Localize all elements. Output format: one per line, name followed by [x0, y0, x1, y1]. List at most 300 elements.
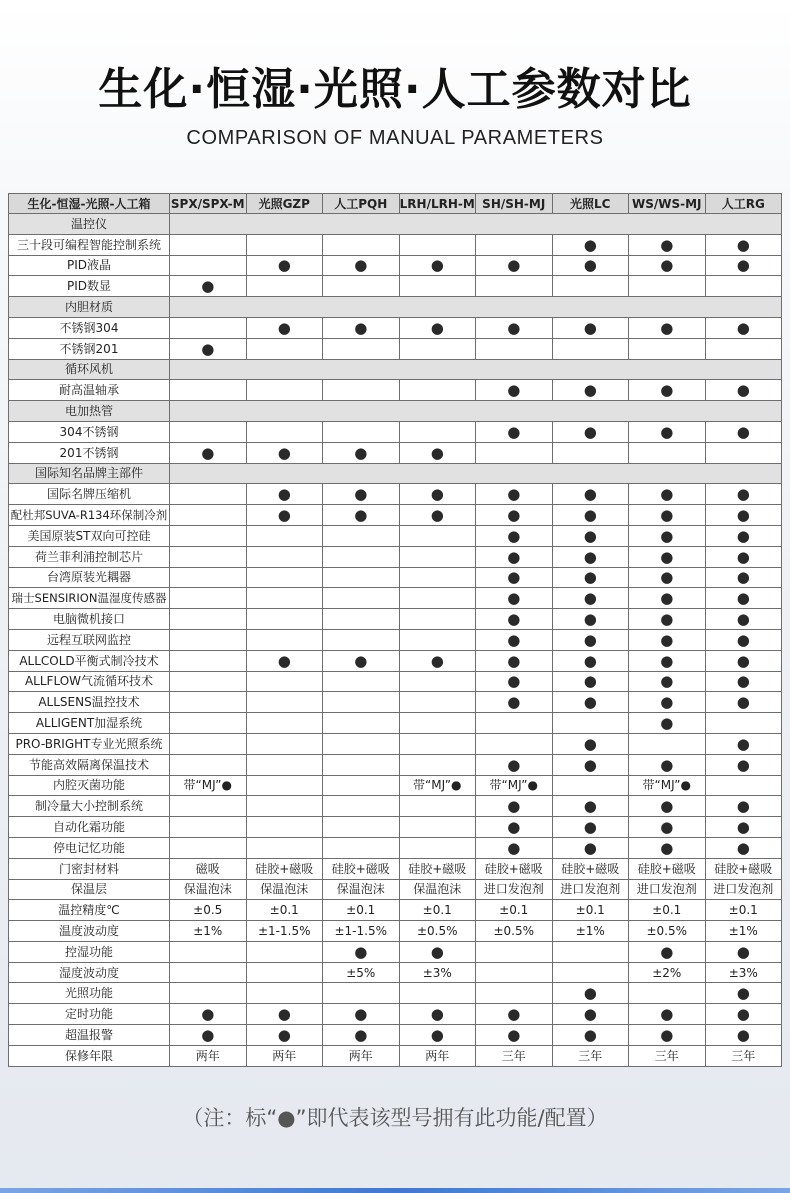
table-cell [629, 276, 706, 297]
feature-dot: ● [552, 754, 629, 775]
table-cell: 磁吸 [170, 858, 247, 879]
column-header: 光照GZP [246, 194, 323, 214]
table-cell [246, 941, 323, 962]
table-row [9, 775, 782, 796]
table-cell [705, 713, 782, 734]
table-cell [476, 941, 553, 962]
table-cell [705, 775, 782, 796]
table-cell [476, 442, 553, 463]
feature-dot: ● [629, 692, 706, 713]
table-cell [170, 629, 247, 650]
table-cell [170, 609, 247, 630]
feature-dot: ● [476, 754, 553, 775]
section-fill [170, 214, 782, 235]
table-cell [476, 276, 553, 297]
table-cell: ±0.5% [476, 921, 553, 942]
table-cell: ±0.1 [476, 900, 553, 921]
table-cell [399, 234, 476, 255]
table-row [9, 1045, 782, 1066]
table-row [9, 317, 782, 338]
table-cell [170, 317, 247, 338]
feature-dot: ● [629, 525, 706, 546]
feature-dot: ● [476, 837, 553, 858]
feature-dot: ● [705, 546, 782, 567]
table-row [9, 380, 782, 401]
table-cell [246, 733, 323, 754]
feature-dot: ● [399, 442, 476, 463]
table-cell [246, 421, 323, 442]
feature-dot: ● [476, 484, 553, 505]
feature-dot: ● [552, 546, 629, 567]
table-cell [476, 962, 553, 983]
table-cell: ±0.1 [705, 900, 782, 921]
table-cell [399, 796, 476, 817]
feature-dot: ● [629, 609, 706, 630]
table-cell: 保温泡沫 [323, 879, 400, 900]
feature-dot: ● [629, 588, 706, 609]
table-cell [552, 713, 629, 734]
table-cell: ±0.1 [323, 900, 400, 921]
table-cell [399, 421, 476, 442]
feature-dot: ● [399, 505, 476, 526]
table-cell [170, 567, 247, 588]
feature-dot: ● [476, 546, 553, 567]
table-row [9, 484, 782, 505]
feature-dot: ● [629, 650, 706, 671]
table-cell [246, 713, 323, 734]
row-label: 定时功能 [9, 1004, 170, 1025]
table-cell [323, 692, 400, 713]
section-fill [170, 463, 782, 484]
feature-dot: ● [629, 837, 706, 858]
table-row [9, 546, 782, 567]
feature-dot: ● [399, 1025, 476, 1046]
feature-dot: ● [705, 525, 782, 546]
table-cell [170, 234, 247, 255]
feature-dot: ● [705, 733, 782, 754]
feature-dot: ● [323, 650, 400, 671]
table-cell [170, 692, 247, 713]
feature-dot: ● [399, 484, 476, 505]
table-cell [246, 609, 323, 630]
table-cell: 进口发泡剂 [552, 879, 629, 900]
table-cell [170, 525, 247, 546]
table-cell: 两年 [170, 1045, 247, 1066]
table-cell [552, 442, 629, 463]
feature-dot: ● [552, 588, 629, 609]
table-cell [323, 796, 400, 817]
table-cell [399, 588, 476, 609]
table-cell: ±3% [705, 962, 782, 983]
table-cell: ±1% [552, 921, 629, 942]
feature-dot: ● [629, 754, 706, 775]
table-cell [323, 234, 400, 255]
row-label: PID液晶 [9, 255, 170, 276]
table-cell [246, 671, 323, 692]
feature-dot: ● [552, 1025, 629, 1046]
table-cell: 三年 [552, 1045, 629, 1066]
table-cell [323, 713, 400, 734]
table-row [9, 941, 782, 962]
feature-dot: ● [399, 255, 476, 276]
feature-dot: ● [629, 317, 706, 338]
feature-dot: ● [705, 754, 782, 775]
feature-dot: ● [552, 817, 629, 838]
table-cell [323, 380, 400, 401]
feature-dot: ● [399, 1004, 476, 1025]
table-cell [399, 754, 476, 775]
table-cell [323, 671, 400, 692]
table-cell: 保温泡沫 [170, 879, 247, 900]
table-cell [399, 380, 476, 401]
table-cell [323, 983, 400, 1004]
feature-dot: ● [552, 837, 629, 858]
section-row [9, 214, 782, 235]
feature-dot: ● [705, 817, 782, 838]
table-cell [323, 546, 400, 567]
feature-dot: ● [170, 276, 247, 297]
table-cell [323, 754, 400, 775]
comparison-table [8, 193, 782, 1067]
table-cell: ±1-1.5% [246, 921, 323, 942]
table-row [9, 837, 782, 858]
page-title [0, 62, 790, 127]
table-row [9, 858, 782, 879]
table-cell [705, 276, 782, 297]
feature-dot: ● [552, 317, 629, 338]
row-label: PRO-BRIGHT专业光照系统 [9, 733, 170, 754]
section-row [9, 401, 782, 422]
table-cell: 硅胶+磁吸 [476, 858, 553, 879]
table-cell: 带“MJ”● [170, 775, 247, 796]
section-label: 国际知名品牌主部件 [9, 463, 170, 484]
feature-dot: ● [399, 650, 476, 671]
column-header: LRH/LRH-M [399, 194, 476, 214]
feature-dot: ● [476, 317, 553, 338]
table-cell [552, 338, 629, 359]
feature-dot: ● [552, 609, 629, 630]
section-row [9, 463, 782, 484]
section-row [9, 359, 782, 380]
table-row [9, 983, 782, 1004]
feature-dot: ● [705, 255, 782, 276]
feature-dot: ● [552, 380, 629, 401]
table-cell: 硅胶+磁吸 [323, 858, 400, 879]
row-label: 温度波动度 [9, 921, 170, 942]
feature-dot: ● [552, 796, 629, 817]
table-row [9, 609, 782, 630]
row-label: 荷兰菲利浦控制芯片 [9, 546, 170, 567]
section-label: 循环风机 [9, 359, 170, 380]
table-cell [246, 796, 323, 817]
feature-dot: ● [323, 442, 400, 463]
section-fill [170, 401, 782, 422]
feature-dot: ● [246, 1025, 323, 1046]
feature-dot: ● [552, 421, 629, 442]
feature-dot: ● [629, 546, 706, 567]
feature-dot: ● [246, 650, 323, 671]
table-cell [170, 380, 247, 401]
row-label: 保修年限 [9, 1045, 170, 1066]
feature-dot: ● [476, 588, 553, 609]
table-row [9, 962, 782, 983]
table-body [9, 214, 782, 1067]
feature-dot: ● [705, 1025, 782, 1046]
feature-dot: ● [629, 1004, 706, 1025]
feature-dot: ● [629, 629, 706, 650]
feature-dot: ● [629, 255, 706, 276]
section-row [9, 297, 782, 318]
table-cell [246, 338, 323, 359]
feature-dot: ● [476, 421, 553, 442]
row-label: 瑞士SENSIRION温湿度传感器 [9, 588, 170, 609]
column-header: SH/SH-MJ [476, 194, 553, 214]
feature-dot: ● [629, 484, 706, 505]
feature-dot: ● [705, 983, 782, 1004]
row-label: 电脑微机接口 [9, 609, 170, 630]
feature-dot: ● [399, 941, 476, 962]
table-row [9, 692, 782, 713]
table-cell [170, 941, 247, 962]
row-label: 三十段可编程智能控制系统 [9, 234, 170, 255]
row-label: 控湿功能 [9, 941, 170, 962]
row-label: 制冷量大小控制系统 [9, 796, 170, 817]
row-label: 美国原装ST双向可控硅 [9, 525, 170, 546]
table-cell: ±0.5 [170, 900, 247, 921]
row-label: 超温报警 [9, 1025, 170, 1046]
table-row [9, 1025, 782, 1046]
feature-dot: ● [629, 380, 706, 401]
table-cell: ±0.5% [629, 921, 706, 942]
feature-dot: ● [246, 505, 323, 526]
table-cell [399, 733, 476, 754]
table-cell: 进口发泡剂 [476, 879, 553, 900]
table-cell [705, 442, 782, 463]
table-cell: 保温泡沫 [246, 879, 323, 900]
table-cell: 带“MJ”● [399, 775, 476, 796]
feature-dot: ● [170, 338, 247, 359]
feature-dot: ● [629, 817, 706, 838]
row-label: 节能高效隔离保温技术 [9, 754, 170, 775]
page-title-text: 生化·恒湿·光照·人工参数对比 [98, 64, 692, 115]
section-fill [170, 297, 782, 318]
feature-dot: ● [246, 484, 323, 505]
feature-dot: ● [705, 484, 782, 505]
row-label: PID数显 [9, 276, 170, 297]
table-cell: 两年 [399, 1045, 476, 1066]
table-cell: 带“MJ”● [476, 775, 553, 796]
feature-dot: ● [552, 255, 629, 276]
feature-dot: ● [705, 380, 782, 401]
feature-dot: ● [246, 317, 323, 338]
table-cell [246, 234, 323, 255]
feature-dot: ● [705, 609, 782, 630]
row-label: 远程互联网监控 [9, 629, 170, 650]
table-cell: ±1% [705, 921, 782, 942]
feature-dot: ● [476, 380, 553, 401]
table-row [9, 442, 782, 463]
feature-dot: ● [246, 1004, 323, 1025]
feature-dot: ● [552, 567, 629, 588]
feature-dot: ● [705, 629, 782, 650]
table-cell [246, 588, 323, 609]
feature-dot: ● [323, 484, 400, 505]
feature-dot: ● [552, 525, 629, 546]
row-label: ALLCOLD平衡式制冷技术 [9, 650, 170, 671]
table-row [9, 879, 782, 900]
table-cell [170, 713, 247, 734]
table-row [9, 629, 782, 650]
table-row [9, 921, 782, 942]
table-cell: ±1-1.5% [323, 921, 400, 942]
feature-dot: ● [705, 941, 782, 962]
table-cell [246, 692, 323, 713]
feature-dot: ● [323, 1025, 400, 1046]
column-header: WS/WS-MJ [629, 194, 706, 214]
feature-dot: ● [552, 484, 629, 505]
table-cell [246, 837, 323, 858]
table-cell [476, 713, 553, 734]
table-cell [399, 609, 476, 630]
table-cell [323, 775, 400, 796]
table-cell [323, 421, 400, 442]
table-row [9, 650, 782, 671]
table-row [9, 276, 782, 297]
table-cell [170, 671, 247, 692]
footnote: （注：标“●”即代表该型号拥有此功能/配置） [182, 1106, 608, 1130]
table-cell: ±0.1 [552, 900, 629, 921]
row-label: 304不锈钢 [9, 421, 170, 442]
table-cell [246, 276, 323, 297]
section-label: 电加热管 [9, 401, 170, 422]
table-cell [170, 505, 247, 526]
row-label: 201不锈钢 [9, 442, 170, 463]
table-row [9, 567, 782, 588]
feature-dot: ● [629, 941, 706, 962]
feature-dot: ● [705, 692, 782, 713]
feature-dot: ● [705, 588, 782, 609]
table-cell [629, 733, 706, 754]
feature-dot: ● [552, 234, 629, 255]
table-cell: 两年 [323, 1045, 400, 1066]
table-cell [170, 817, 247, 838]
feature-dot: ● [323, 941, 400, 962]
table-cell [170, 983, 247, 1004]
table-cell [629, 442, 706, 463]
row-label: 光照功能 [9, 983, 170, 1004]
feature-dot: ● [705, 796, 782, 817]
table-cell [246, 380, 323, 401]
table-cell [399, 671, 476, 692]
row-label: 温控精度℃ [9, 900, 170, 921]
table-row [9, 671, 782, 692]
header-corner: 生化-恒湿-光照-人工箱 [9, 194, 170, 214]
feature-dot: ● [476, 525, 553, 546]
table-cell [399, 629, 476, 650]
table-row [9, 754, 782, 775]
feature-dot: ● [476, 671, 553, 692]
table-cell [323, 338, 400, 359]
table-cell: 硅胶+磁吸 [705, 858, 782, 879]
table-cell [399, 276, 476, 297]
table-cell [170, 650, 247, 671]
feature-dot: ● [552, 692, 629, 713]
feature-dot: ● [323, 317, 400, 338]
table-cell: 保温泡沫 [399, 879, 476, 900]
table-cell [170, 588, 247, 609]
table-cell [399, 692, 476, 713]
feature-dot: ● [629, 421, 706, 442]
table-row [9, 525, 782, 546]
table-cell [399, 983, 476, 1004]
feature-dot: ● [629, 796, 706, 817]
table-cell [246, 754, 323, 775]
row-label: 门密封材料 [9, 858, 170, 879]
table-cell [323, 276, 400, 297]
table-row [9, 234, 782, 255]
table-row [9, 338, 782, 359]
table-cell [705, 338, 782, 359]
row-label: 不锈钢201 [9, 338, 170, 359]
table-cell [246, 546, 323, 567]
section-label: 内胆材质 [9, 297, 170, 318]
feature-dot: ● [476, 650, 553, 671]
feature-dot: ● [705, 567, 782, 588]
table-cell [399, 713, 476, 734]
table-cell [629, 338, 706, 359]
table-row [9, 588, 782, 609]
feature-dot: ● [476, 1025, 553, 1046]
table-row [9, 796, 782, 817]
feature-dot: ● [323, 1004, 400, 1025]
table-cell [246, 525, 323, 546]
table-cell [399, 837, 476, 858]
table-cell: ±0.1 [399, 900, 476, 921]
table-cell: 三年 [629, 1045, 706, 1066]
table-cell [629, 983, 706, 1004]
table-cell [170, 754, 247, 775]
table-cell [476, 234, 553, 255]
feature-dot: ● [476, 796, 553, 817]
row-label: 湿度波动度 [9, 962, 170, 983]
table-cell [399, 525, 476, 546]
table-row [9, 817, 782, 838]
table-cell [170, 255, 247, 276]
table-cell [476, 338, 553, 359]
page-subtitle: COMPARISON OF MANUAL PARAMETERS [186, 127, 604, 149]
table-cell [399, 338, 476, 359]
feature-dot: ● [323, 505, 400, 526]
table-cell [476, 983, 553, 1004]
table-cell: ±3% [399, 962, 476, 983]
table-cell: 三年 [476, 1045, 553, 1066]
table-cell [399, 546, 476, 567]
feature-dot: ● [552, 983, 629, 1004]
table-cell [246, 817, 323, 838]
table-row [9, 1004, 782, 1025]
table-cell [170, 837, 247, 858]
feature-dot: ● [705, 505, 782, 526]
table-cell: 硅胶+磁吸 [629, 858, 706, 879]
table-row [9, 733, 782, 754]
feature-dot: ● [629, 671, 706, 692]
table-cell [170, 546, 247, 567]
column-header: 人工RG [705, 194, 782, 214]
table-cell [170, 796, 247, 817]
feature-dot: ● [629, 567, 706, 588]
feature-dot: ● [629, 234, 706, 255]
table-cell [170, 962, 247, 983]
